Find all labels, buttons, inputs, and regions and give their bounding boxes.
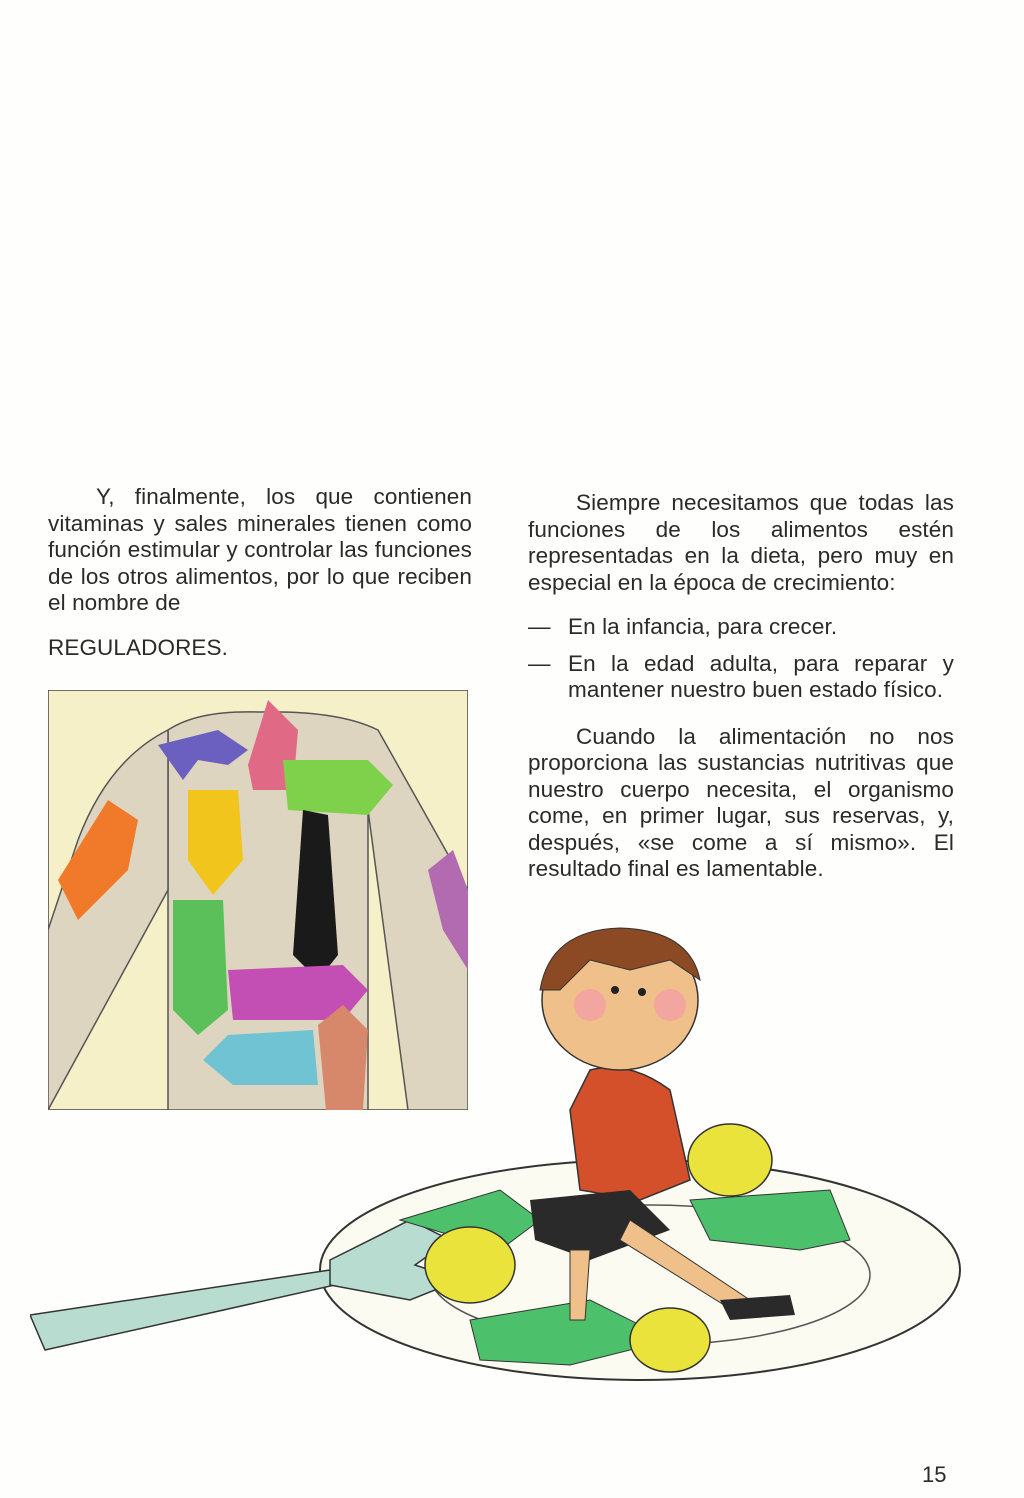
lemon xyxy=(688,1124,772,1196)
list-item xyxy=(528,651,954,704)
lemon xyxy=(425,1227,515,1303)
list-dash: — xyxy=(528,614,551,639)
page-number: 15 xyxy=(922,1462,947,1487)
list-item xyxy=(528,614,954,641)
fork-handle xyxy=(30,1270,335,1350)
lemon xyxy=(630,1308,710,1372)
list-item-text: En la edad adulta, para reparar y mantener nuestro buen estado físico. xyxy=(568,650,954,702)
boy-eye xyxy=(611,986,619,994)
boy-shirt xyxy=(570,1068,690,1201)
regulators-paragraph: Y, finalmente, los que contienen vitaminas y sales minerales tienen como función estimular y controlar las funciones de los otros alimentos, por lo que reciben el nombre de xyxy=(48,484,472,615)
boy-on-plate-illustration xyxy=(30,920,990,1390)
closing-paragraph: Cuando la alimentación no nos proporciona las sustancias nutritivas que nuestro cuerpo necesita, el organismo come, en primer lugar, sus reservas, y, después, «se come a sí mismo». El resultado final es lamentable. xyxy=(528,723,954,881)
boy-cheek xyxy=(654,989,686,1021)
boy-eye xyxy=(638,988,646,996)
list-dash: — xyxy=(528,650,551,676)
diet-intro-paragraph: Siempre necesitamos que todas las funciones de los alimentos estén representadas en la dieta, pero muy en especial en la época de crecimiento: xyxy=(528,490,954,595)
list-item-text: En la infancia, para crecer. xyxy=(568,614,838,639)
right-column xyxy=(528,490,954,901)
regulators-term: REGULADORES. xyxy=(48,634,228,660)
left-column xyxy=(48,484,472,679)
boy-cheek xyxy=(574,989,606,1021)
